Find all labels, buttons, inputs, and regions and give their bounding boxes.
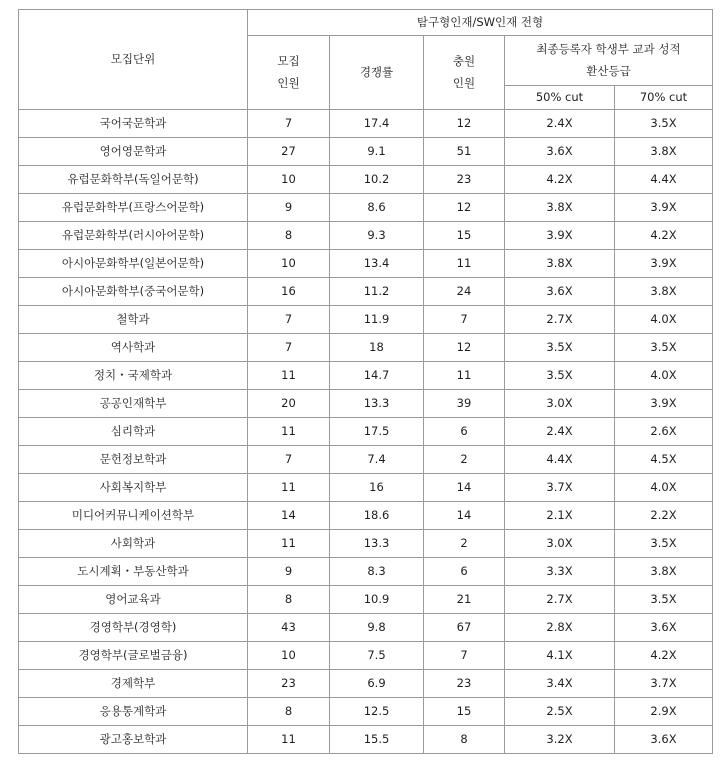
header-filled-line2: 인원 [452,76,476,90]
cell-unit: 아시아문화학부(일본어문학) [19,250,248,278]
header-cut50: 50% cut [505,86,615,110]
cell-competition: 8.3 [330,558,424,586]
cell-unit: 국어국문학과 [19,110,248,138]
cell-competition: 9.8 [330,614,424,642]
cell-cut70: 4.2X [615,642,713,670]
cell-cut70: 3.9X [615,194,713,222]
cell-recruit: 43 [248,614,330,642]
header-unit: 모집단위 [19,10,248,110]
cell-filled: 11 [424,250,505,278]
table-row [19,362,713,390]
cell-filled: 51 [424,138,505,166]
cell-cut70: 3.5X [615,530,713,558]
cell-competition: 13.3 [330,390,424,418]
cell-cut50: 2.5X [505,698,615,726]
cell-cut50: 3.0X [505,390,615,418]
cell-competition: 7.5 [330,642,424,670]
cell-competition: 8.6 [330,194,424,222]
table-row [19,418,713,446]
cell-cut50: 2.4X [505,110,615,138]
cell-cut70: 4.4X [615,166,713,194]
cell-competition: 17.5 [330,418,424,446]
cell-unit: 영어영문학과 [19,138,248,166]
cell-cut70: 3.5X [615,110,713,138]
cell-filled: 7 [424,642,505,670]
cell-cut70: 3.7X [615,670,713,698]
cell-unit: 철학과 [19,306,248,334]
cell-recruit: 10 [248,250,330,278]
cell-cut70: 4.0X [615,474,713,502]
table-row [19,586,713,614]
cell-recruit: 11 [248,362,330,390]
header-grade-line1: 최종등록자 학생부 교과 성적 [536,42,681,56]
table-row [19,642,713,670]
table-row [19,698,713,726]
cell-cut50: 4.1X [505,642,615,670]
cell-filled: 21 [424,586,505,614]
cell-competition: 9.3 [330,222,424,250]
cell-competition: 13.4 [330,250,424,278]
table-row [19,530,713,558]
cell-recruit: 8 [248,586,330,614]
cell-recruit: 11 [248,474,330,502]
cell-recruit: 8 [248,222,330,250]
cell-filled: 6 [424,558,505,586]
cell-cut70: 4.2X [615,222,713,250]
cell-recruit: 9 [248,558,330,586]
cell-recruit: 10 [248,166,330,194]
cell-competition: 14.7 [330,362,424,390]
header-recruit [248,36,330,110]
cell-filled: 2 [424,530,505,558]
cell-unit: 경영학부(글로벌금융) [19,642,248,670]
cell-cut50: 2.7X [505,306,615,334]
cell-filled: 15 [424,698,505,726]
table-row [19,446,713,474]
cell-filled: 12 [424,110,505,138]
cell-cut70: 3.6X [615,726,713,754]
cell-cut70: 2.9X [615,698,713,726]
cell-cut70: 4.0X [615,306,713,334]
table-row [19,138,713,166]
admissions-table [18,9,713,754]
cell-unit: 사회학과 [19,530,248,558]
cell-cut70: 3.9X [615,390,713,418]
header-cut70: 70% cut [615,86,713,110]
header-filled [424,36,505,110]
cell-cut50: 4.2X [505,166,615,194]
cell-cut70: 4.5X [615,446,713,474]
cell-cut50: 3.7X [505,474,615,502]
cell-recruit: 11 [248,530,330,558]
cell-unit: 도시계획・부동산학과 [19,558,248,586]
cell-cut50: 3.4X [505,670,615,698]
table-row [19,194,713,222]
cell-unit: 유럽문화학부(프랑스어문학) [19,194,248,222]
cell-unit: 응용통계학과 [19,698,248,726]
cell-cut70: 3.8X [615,558,713,586]
header-grade-line2: 환산등급 [586,64,631,78]
cell-recruit: 14 [248,502,330,530]
cell-unit: 유럽문화학부(러시아어문학) [19,222,248,250]
cell-cut70: 3.5X [615,586,713,614]
cell-cut50: 2.7X [505,586,615,614]
cell-filled: 67 [424,614,505,642]
cell-filled: 15 [424,222,505,250]
cell-cut50: 3.5X [505,362,615,390]
cell-filled: 8 [424,726,505,754]
cell-competition: 6.9 [330,670,424,698]
cell-unit: 경영학부(경영학) [19,614,248,642]
cell-unit: 미디어커뮤니케이션학부 [19,502,248,530]
header-competition: 경쟁률 [330,36,424,110]
cell-competition: 18 [330,334,424,362]
cell-competition: 12.5 [330,698,424,726]
cell-cut50: 3.9X [505,222,615,250]
cell-recruit: 11 [248,726,330,754]
cell-recruit: 7 [248,446,330,474]
cell-filled: 7 [424,306,505,334]
cell-unit: 공공인재학부 [19,390,248,418]
cell-recruit: 7 [248,334,330,362]
table-row [19,278,713,306]
cell-recruit: 8 [248,698,330,726]
cell-competition: 7.4 [330,446,424,474]
table-row [19,222,713,250]
cell-filled: 14 [424,502,505,530]
cell-recruit: 7 [248,110,330,138]
cell-cut50: 4.4X [505,446,615,474]
table-row [19,250,713,278]
cell-filled: 12 [424,334,505,362]
cell-cut50: 3.5X [505,334,615,362]
cell-recruit: 11 [248,418,330,446]
cell-cut50: 3.2X [505,726,615,754]
cell-competition: 16 [330,474,424,502]
cell-filled: 39 [424,390,505,418]
cell-filled: 6 [424,418,505,446]
cell-cut50: 3.8X [505,250,615,278]
cell-filled: 14 [424,474,505,502]
cell-competition: 13.3 [330,530,424,558]
cell-competition: 10.2 [330,166,424,194]
cell-unit: 경제학부 [19,670,248,698]
cell-cut70: 4.0X [615,362,713,390]
cell-cut70: 3.8X [615,138,713,166]
cell-competition: 15.5 [330,726,424,754]
cell-unit: 사회복지학부 [19,474,248,502]
cell-competition: 11.2 [330,278,424,306]
cell-unit: 역사학과 [19,334,248,362]
cell-unit: 심리학과 [19,418,248,446]
cell-competition: 11.9 [330,306,424,334]
header-recruit-line2: 인원 [277,76,300,90]
cell-cut50: 2.1X [505,502,615,530]
table-row [19,614,713,642]
table-row [19,726,713,754]
cell-competition: 10.9 [330,586,424,614]
cell-cut50: 2.4X [505,418,615,446]
cell-cut70: 3.6X [615,614,713,642]
cell-filled: 11 [424,362,505,390]
table-row [19,558,713,586]
cell-cut50: 3.0X [505,530,615,558]
cell-recruit: 20 [248,390,330,418]
cell-unit: 영어교육과 [19,586,248,614]
cell-filled: 23 [424,166,505,194]
table-row [19,474,713,502]
cell-competition: 9.1 [330,138,424,166]
cell-cut50: 3.6X [505,278,615,306]
cell-unit: 아시아문화학부(중국어문학) [19,278,248,306]
cell-competition: 17.4 [330,110,424,138]
table-row [19,390,713,418]
cell-cut50: 3.3X [505,558,615,586]
cell-unit: 광고홍보학과 [19,726,248,754]
header-grade [505,36,713,86]
table-row [19,670,713,698]
cell-cut50: 3.6X [505,138,615,166]
cell-filled: 2 [424,446,505,474]
table-row [19,110,713,138]
cell-recruit: 10 [248,642,330,670]
cell-recruit: 27 [248,138,330,166]
header-filled-line1: 충원 [452,54,476,68]
cell-cut50: 3.8X [505,194,615,222]
header-recruit-line1: 모집 [277,54,300,68]
cell-unit: 유럽문화학부(독일어문학) [19,166,248,194]
cell-unit: 정치・국제학과 [19,362,248,390]
cell-recruit: 16 [248,278,330,306]
cell-cut70: 2.2X [615,502,713,530]
cell-cut70: 3.9X [615,250,713,278]
cell-cut70: 3.5X [615,334,713,362]
cell-cut70: 3.8X [615,278,713,306]
table-body [19,110,713,754]
cell-unit: 문헌정보학과 [19,446,248,474]
cell-filled: 24 [424,278,505,306]
cell-recruit: 7 [248,306,330,334]
header-group: 탐구형인재/SW인재 전형 [248,10,713,36]
table-row [19,502,713,530]
cell-filled: 23 [424,670,505,698]
table-row [19,166,713,194]
cell-recruit: 9 [248,194,330,222]
cell-recruit: 23 [248,670,330,698]
table-row [19,334,713,362]
table-row [19,306,713,334]
cell-cut50: 2.8X [505,614,615,642]
cell-competition: 18.6 [330,502,424,530]
cell-filled: 12 [424,194,505,222]
cell-cut70: 2.6X [615,418,713,446]
